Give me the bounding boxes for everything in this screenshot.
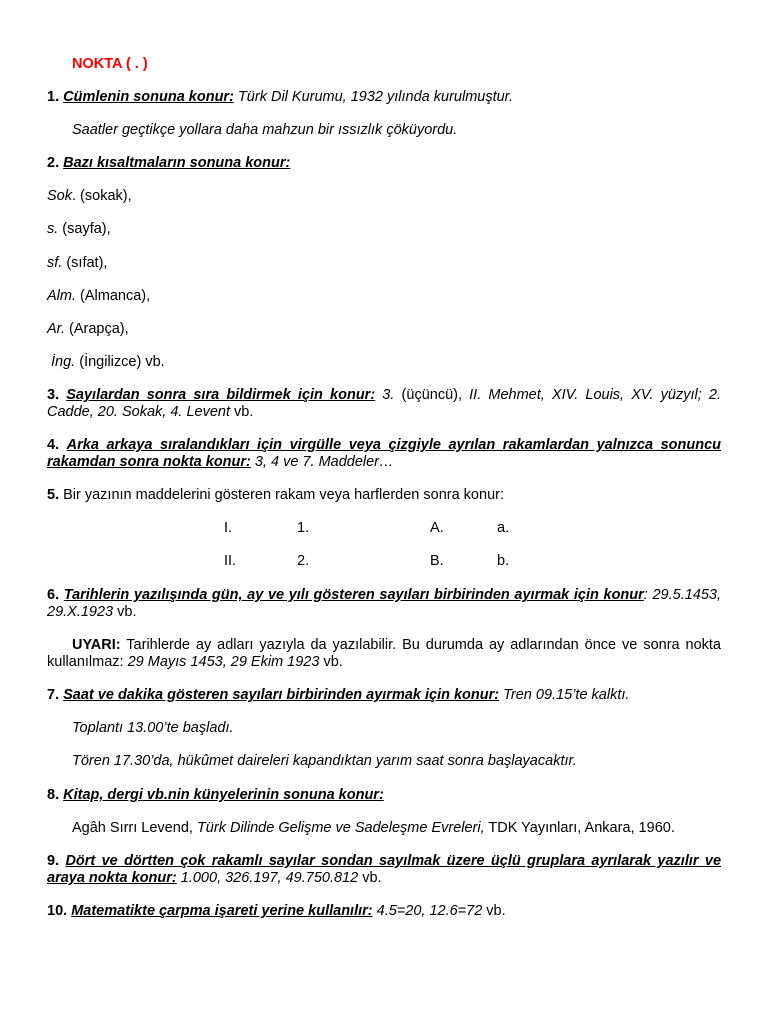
rule-heading: Arka arkaya sıralandıkları için virgülle veya çizgiyle ayrılan rakamlardan yalnızca sonuncu rakamdan sonra nokta konur:: [47, 437, 722, 470]
rule-text: Bir yazının maddelerini gösteren rakam veya harflerden sonra konur:: [59, 487, 504, 503]
abbr: Alm.: [47, 288, 76, 304]
lower-letter: b.: [497, 553, 510, 569]
citation-title: Türk Dilinde Gelişme ve Sadeleşme Evreleri,: [196, 820, 485, 836]
rule-3: [47, 387, 721, 421]
rule-10: [47, 903, 721, 920]
rule-example: 1.000, 326.197, 49.750.812: [176, 870, 359, 886]
rule-example: Tren 09.15’te kalktı.: [499, 687, 630, 703]
rule-7-example-2: Toplantı 13.00’te başladı.: [72, 720, 234, 736]
abbr-item: [47, 255, 721, 272]
abbr-item: [47, 321, 721, 338]
rule-heading: Kitap, dergi vb.nin künyelerinin sonuna konur:: [63, 787, 384, 803]
abbr-item: [47, 354, 721, 371]
title-text: NOKTA ( . ): [72, 56, 148, 72]
abbr-item: [47, 221, 721, 238]
warning-note: [47, 637, 721, 671]
roman-numeral: I.: [224, 520, 233, 536]
rule-number: 8.: [47, 787, 60, 803]
section-title: [72, 56, 721, 73]
abbr-meaning: (sıfat),: [62, 255, 108, 271]
rule-heading: Cümlenin sonuna konur:: [63, 89, 234, 105]
abbr: Ar.: [47, 321, 65, 337]
abbr-meaning: (sayfa),: [58, 221, 111, 237]
rule-number: 6.: [47, 587, 60, 603]
abbr-item: [47, 288, 721, 305]
abbr-meaning: (Almanca),: [76, 288, 151, 304]
abbr: Sok: [47, 188, 72, 204]
rule-heading: Dört ve dörtten çok rakamlı sayılar sondan sayılmak üzere üçlü gruplara ayrılarak yazılır ve araya nokta konur:: [47, 853, 722, 886]
citation-author: Agâh Sırrı Levend,: [72, 820, 197, 836]
abbr-meaning: . (sokak),: [72, 188, 132, 204]
rule-heading: Sayılardan sonra sıra bildirmek için konur:: [66, 387, 376, 403]
rule-number: 3.: [47, 387, 60, 403]
rule-number: 7.: [47, 687, 60, 703]
rule-2: [47, 155, 721, 172]
citation-publisher: TDK Yayınları, Ankara, 1960.: [484, 820, 675, 836]
upper-letter: A.: [430, 520, 444, 536]
rule-1-example-2: Saatler geçtikçe yollara daha mahzun bir ıssızlık çöküyordu.: [72, 122, 458, 138]
rule-7-example-3: Tören 17.30’da, hükûmet daireleri kapandıktan yarım saat sonra başlayacaktır.: [72, 753, 577, 769]
abbr-meaning: (Arapça),: [65, 321, 129, 337]
rule-6: [47, 587, 721, 621]
abbr: İng.: [47, 354, 76, 370]
warning-label: UYARI:: [72, 637, 121, 653]
warning-tail: vb.: [319, 654, 343, 670]
rule-8: [47, 787, 721, 804]
rule-example-tail: vb.: [358, 870, 382, 886]
rule-heading: Matematikte çarpma işareti yerine kullanılır:: [71, 903, 373, 919]
rule-example: 3, 4 ve 7. Maddeler…: [250, 454, 394, 470]
rule-number: 2.: [47, 155, 60, 171]
rule-number: 10.: [47, 903, 68, 919]
rule-example: II. Mehmet, XIV. Louis, XV. yüzyıl; 2. Cadde, 20. Sokak, 4. Levent: [47, 387, 722, 420]
upper-letter: B.: [430, 553, 444, 569]
rule-9: [47, 853, 721, 887]
rule-heading: Bazı kısaltmaların sonuna konur:: [63, 155, 291, 171]
roman-numeral: II.: [224, 553, 237, 569]
rule-example: Türk Dil Kurumu, 1932 yılında kurulmuştur.: [237, 89, 514, 105]
abbr-item: [47, 188, 721, 205]
rule-number: 9.: [47, 853, 60, 869]
warning-example: 29 Mayıs 1453, 29 Ekim 1923: [127, 654, 320, 670]
rule-number: 4.: [47, 437, 60, 453]
rule-example-tail: vb.: [230, 404, 254, 420]
rule-number: 5.: [47, 487, 60, 503]
rule-1: [47, 89, 721, 106]
rule-example: : 29.5.1453, 29.X.1923: [47, 587, 722, 620]
rule-7: [47, 687, 721, 704]
rule-number: 1.: [47, 89, 60, 105]
abbr-meaning: (İngilizce) vb.: [75, 354, 165, 370]
abbr: s.: [47, 221, 59, 237]
warning-text: Tarihlerde ay adları yazıyla da yazılabilir. Bu durumda ay adlarından önce ve sonra nokta kullanılmaz:: [47, 637, 721, 670]
rule-example-tail: vb.: [482, 903, 506, 919]
rule-example: 4.5=20, 12.6=72: [372, 903, 483, 919]
rule-5: [47, 487, 721, 504]
lower-letter: a.: [497, 520, 510, 536]
abbr: sf.: [47, 255, 63, 271]
arabic-numeral: 2.: [297, 553, 310, 569]
rule-4: [47, 437, 721, 471]
citation-example: [72, 820, 721, 837]
rule-example: 3.: [375, 387, 395, 403]
rule-heading: Saat ve dakika gösteren sayıları birbirinden ayırmak için konur:: [63, 687, 500, 703]
arabic-numeral: 1.: [297, 520, 310, 536]
rule-example-note: (üçüncü),: [394, 387, 470, 403]
rule-example-tail: vb.: [113, 604, 137, 620]
rule-heading: Tarihlerin yazılışında gün, ay ve yılı gösteren sayıları birbirinden ayırmak için konur: [63, 587, 644, 603]
